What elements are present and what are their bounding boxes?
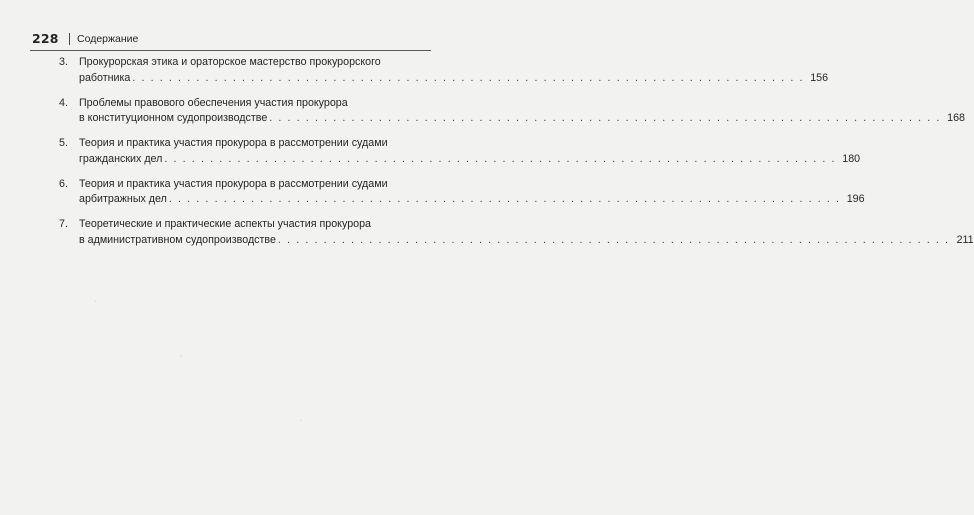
- toc-entry-title: Прокурорская этика и ораторское мастерство прокурорского: [79, 56, 381, 68]
- scan-speck: [95, 300, 96, 302]
- toc-entry-title: Проблемы правового обеспечения участия прокурора: [79, 96, 348, 109]
- toc-leader-dots: . . . . . . . . . . . . . . . . . . . . . . . . . . . . . . . . . . . . . . . . . . . . . . . . . . . . . . . . . . . . . . . . . . . . . . . . . .: [277, 233, 950, 246]
- scan-speck: [180, 355, 182, 357]
- toc-entry-page: 180: [842, 152, 861, 165]
- toc-leader-dots: . . . . . . . . . . . . . . . . . . . . . . . . . . . . . . . . . . . . . . . . . . . . . . . . . . . . . . . . . . . . . . . . . . . . . . . . . .: [164, 152, 837, 165]
- toc-entry-title-continued: арбитражных дел: [79, 193, 167, 205]
- toc-entry-title-continued: в конституционном судопроизводстве: [79, 112, 268, 124]
- toc-entry: [59, 136, 861, 167]
- toc-entry-page: 211: [956, 233, 974, 246]
- section-title: Содержание: [77, 33, 139, 45]
- toc-entry-page: 168: [947, 112, 965, 124]
- toc-entry-page: 196: [846, 193, 865, 205]
- toc-leader-dots: . . . . . . . . . . . . . . . . . . . . . . . . . . . . . . . . . . . . . . . . . . . . . . . . . . . . . . . . . . . . . . . . . . . . . . . . . .: [168, 193, 841, 205]
- toc-entry-number: 7.: [59, 218, 68, 230]
- toc-entry-title-continued: работника: [79, 71, 131, 84]
- toc-entry: [59, 217, 974, 248]
- toc-leader-dots: . . . . . . . . . . . . . . . . . . . . . . . . . . . . . . . . . . . . . . . . . . . . . . . . . . . . . . . . . . . . . . . . . . . . . . . . . .: [132, 71, 805, 84]
- toc-entry: [59, 55, 829, 86]
- header-divider: [69, 33, 70, 45]
- table-of-contents: [59, 55, 974, 258]
- toc-leader-dots: . . . . . . . . . . . . . . . . . . . . . . . . . . . . . . . . . . . . . . . . . . . . . . . . . . . . . . . . . . . . . . . . . . . . . . . . . .: [269, 112, 941, 124]
- toc-entry: [59, 96, 965, 127]
- toc-entry-number: 4.: [59, 96, 68, 109]
- toc-entry-number: 5.: [59, 137, 68, 149]
- toc-entry-title: Теоретические и практические аспекты участия прокурора: [79, 218, 371, 230]
- toc-entry: [59, 177, 865, 208]
- toc-entry-title: Теория и практика участия прокурора в рассмотрении судами: [79, 137, 388, 149]
- toc-entry-number: 6.: [59, 177, 68, 190]
- toc-entry-title-continued: в административном судопроизводстве: [79, 233, 276, 246]
- toc-entry-number: 3.: [59, 56, 68, 68]
- page-number: 228: [32, 31, 59, 46]
- scan-speck: [300, 420, 302, 421]
- page-header: [32, 32, 430, 48]
- toc-entry-page: 156: [810, 71, 829, 84]
- toc-entry-title: Теория и практика участия прокурора в рассмотрении судами: [79, 177, 388, 190]
- header-rule: [30, 50, 431, 51]
- toc-entry-title-continued: гражданских дел: [79, 152, 163, 165]
